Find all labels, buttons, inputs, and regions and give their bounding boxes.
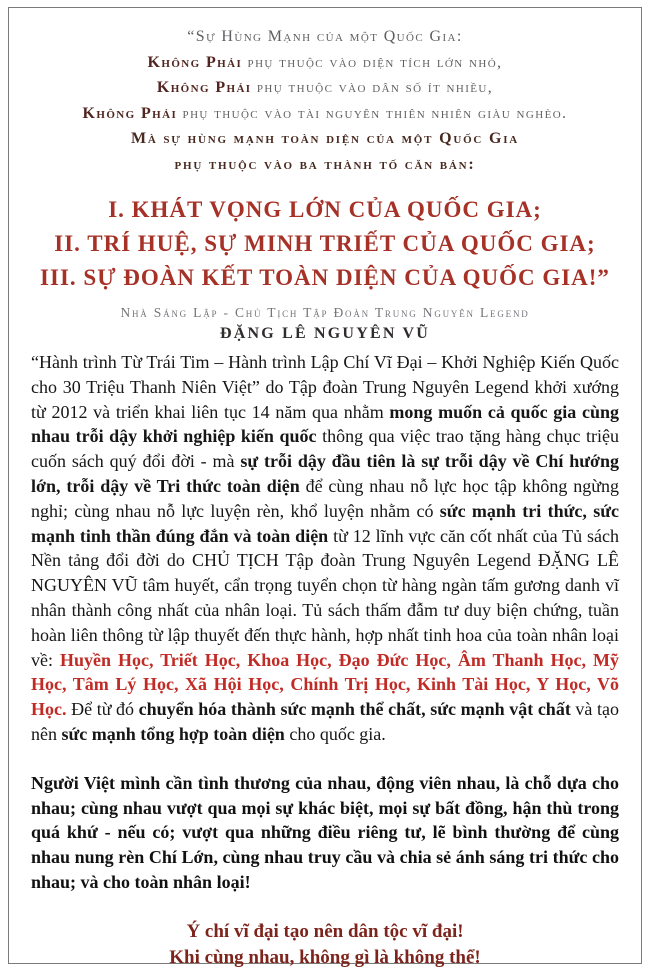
pillar-line-3: III. SỰ ĐOÀN KẾT TOÀN DIỆN CỦA QUỐC GIA!”	[40, 265, 610, 290]
quote-negation-emphasis: Không Phải	[147, 53, 243, 71]
pillar-line-2: II. TRÍ HUỆ, SỰ MINH TRIẾT CỦA QUỐC GIA;	[54, 231, 596, 256]
subject-list-red-text: Huyền Học, Triết Học, Khoa Học, Đạo Đức Học, Âm Thanh Học, Mỹ Học, Tâm Lý Học, Xã Hội Học, Chính Trị Học, Kinh Tài Học, Y Học, Võ Học.	[31, 649, 619, 720]
text-run: và tạo nên	[31, 699, 619, 744]
quote-negation-line	[0, 50, 650, 76]
quote-negation-emphasis: Không Phải	[82, 104, 178, 122]
attribution-role: Nhà Sáng Lập - Chủ Tịch Tập Đoàn Trung Nguyên Legend	[120, 305, 530, 320]
quote-negation-line	[0, 101, 650, 127]
quote-negation-rest: phụ thuộc vào diện tích lớn nhỏ,	[242, 53, 503, 71]
quote-block	[0, 24, 650, 177]
bold-text-run: chuyển hóa thành sức mạnh thể chất, sức mạnh vật chất	[138, 699, 571, 720]
pillar-line-1: I. KHÁT VỌNG LỚN CỦA QUỐC GIA;	[108, 197, 542, 222]
attribution-name: ĐẶNG LÊ NGUYÊN VŨ	[219, 325, 430, 342]
closing-slogan	[0, 919, 650, 972]
quote-negation-rest: phụ thuộc vào dân số ít nhiều,	[251, 79, 494, 96]
text-run: “Hành trình Từ Trái Tim – Hành trình Lập Chí Vĩ Đại – Khởi Nghiệp Kiến Quốc cho 30 Triệu Thanh Niên Việt” do Tập đoàn Trung Nguyên Legend khởi xướng từ 2012 và triển khai liên tục 14 năm qua nhằm	[31, 352, 619, 422]
quote-negation-line	[0, 75, 650, 101]
quote-negation-rest: phụ thuộc vào tài nguyên thiên nhiên giàu nghèo.	[177, 104, 568, 122]
bold-text-run: mong muốn cả quốc gia cùng nhau trỗi dậy khởi nghiệp kiến quốc	[31, 401, 619, 447]
text-run: cho quốc gia.	[284, 723, 386, 744]
main-paragraph	[31, 350, 619, 747]
bold-text-run: sức mạnh tri thức, sức mạnh tinh thần đúng đắn và toàn diện	[31, 500, 620, 546]
text-run: Để từ đó	[66, 699, 139, 720]
bold-text-run: sức mạnh tổng hợp toàn diện	[61, 723, 285, 744]
quote-negation-emphasis: Không Phải	[156, 79, 252, 96]
quote-affirmation-line: Mà sự hùng mạnh toàn diện của một Quốc Gia	[130, 130, 520, 147]
manifesto-paragraph: Người Việt mình cần tình thương của nhau, động viên nhau, là chỗ dựa cho nhau; cùng nhau vượt qua mọi sự khác biệt, mọi sự bất đồng, hận thù trong quá khứ - nếu có; vượt qua những điều riêng tư, lẽ bình thường để cùng nhau nung rèn Chí Lớn, cùng nhau truy cầu và chia sẻ ánh sáng tri thức cho nhau; và cho toàn nhân loại!	[31, 772, 619, 892]
bold-text-run: sự trỗi dậy đầu tiên là sự trỗi dậy về Chí hướng lớn, trỗi dậy về Tri thức toàn diện	[31, 451, 619, 496]
text-run: để cùng nhau nỗ lực học tập không ngừng nghỉ; cùng nhau nỗ lực luyện rèn, khổ luyện nhằm có	[31, 475, 619, 521]
quote-intro-line: “Sự Hùng Mạnh của một Quốc Gia:	[187, 28, 463, 45]
closing-line-1: Ý chí vĩ đại tạo nên dân tộc vĩ đại!	[186, 920, 464, 942]
text-run: thông qua việc trao tặng hàng chục triệu cuốn sách quý đổi đời - mà	[31, 426, 620, 472]
closing-line-2: Khi cùng nhau, không gì là không thể!	[169, 947, 481, 969]
pillars-block	[0, 193, 650, 295]
text-run: từ 12 lĩnh vực căn cốt nhất của Tủ sách Nền tảng đổi đời do CHỦ TỊCH Tập đoàn Trung Nguyên Legend ĐẶNG LÊ NGUYÊN VŨ tâm huyết, cẩn trọng tuyển chọn từ hàng ngàn tấm gương danh vĩ nhân thành công nhất của nhân loại. Tủ sách thấm đẫm tư duy biện chứng, tuần hoàn liên thông từ lập thuyết đến thực hành, hợp nhất tinh hoa của toàn nhân loại về:	[31, 525, 619, 670]
quote-affirmation-line: phụ thuộc vào ba thành tố căn bản:	[174, 155, 476, 173]
